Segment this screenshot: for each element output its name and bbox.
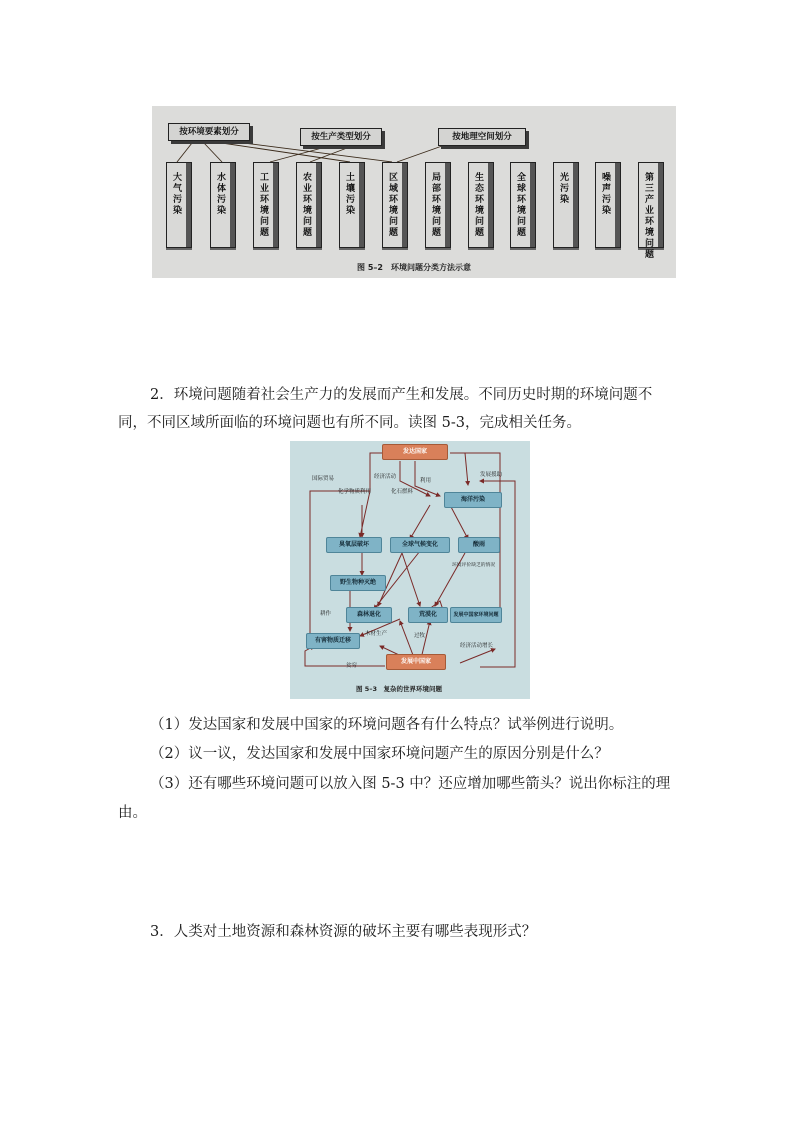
pillar-soil-pollution: 土壤污染 — [339, 162, 365, 248]
label-timber: 木材生产 — [365, 631, 388, 637]
figure-5-3 — [290, 441, 530, 699]
question-3-text: 3．人类对土地资源和森林资源的破坏主要有哪些表现形式？ — [150, 924, 537, 940]
node-forest-degradation: 森林退化 — [346, 607, 392, 623]
header-by-production: 按生产类型划分 — [300, 128, 382, 146]
figure-caption: 图 5–2 环境问题分类方法示意 — [357, 263, 471, 272]
label-aid: 发展援助 — [480, 472, 503, 478]
sub-question-2: （2）议一议，发达国家和发展中国家环境问题产生的原因分别是什么？ — [150, 746, 609, 762]
pillar-agricultural: 农业环境问题 — [296, 162, 322, 248]
header-by-geography: 按地理空间划分 — [438, 128, 526, 146]
pillar-noise-pollution: 噪声污染 — [595, 162, 621, 248]
node-species-extinction: 野生物种灭绝 — [330, 575, 386, 591]
node-developing-env-issues: 发展中国家环境问题 — [450, 607, 502, 623]
label-chemical-use: 化学物质利用 — [338, 489, 372, 495]
node-climate-change: 全球气候变化 — [390, 537, 450, 553]
label-fossil-fuel: 化石燃料 — [391, 489, 414, 495]
pillar-global: 全球环境问题 — [510, 162, 536, 248]
node-acid-rain: 酸雨 — [458, 537, 500, 553]
node-marine-pollution: 海洋污染 — [444, 492, 502, 508]
label-economic-growth: 经济活动增长 — [460, 643, 494, 649]
pillar-tertiary: 第三产业环境问题 — [638, 162, 664, 248]
node-developed-countries: 发达国家 — [382, 444, 448, 460]
pillar-industrial: 工业环境问题 — [253, 162, 279, 248]
label-poverty: 贫穷 — [346, 663, 358, 669]
label-env-evaluation: 环境评价缺乏的情况 — [452, 563, 496, 568]
node-developing-countries: 发展中国家 — [386, 654, 446, 670]
label-economic: 经济活动 — [374, 474, 397, 480]
figure-5-2 — [152, 106, 676, 278]
sub-question-3: （3）还有哪些环境问题可以放入图 5-3 中？还应增加哪些箭头？说出你标注的理由。 — [118, 776, 671, 821]
pillar-water-pollution: 水体污染 — [210, 162, 236, 248]
sub-question-1: （1）发达国家和发展中国家的环境问题各有什么特点？试举例进行说明。 — [150, 717, 624, 733]
node-ozone-depletion: 臭氧层破坏 — [326, 537, 382, 553]
label-trade: 国际贸易 — [312, 476, 335, 482]
label-farming: 耕作 — [320, 611, 332, 617]
pillar-regional: 区域环境问题 — [382, 162, 408, 248]
node-hazardous-migration: 有害物质迁移 — [306, 633, 360, 649]
pillar-air-pollution: 大气污染 — [166, 162, 192, 248]
pillar-local: 局部环境问题 — [425, 162, 451, 248]
question-2-text: 2．环境问题随着社会生产力的发展而产生和发展。不同历史时期的环境问题不同，不同区域所面临的环境问题也有所不同。读图 5-3，完成相关任务。 — [118, 387, 653, 431]
node-desertification: 荒漠化 — [408, 607, 448, 623]
label-overgrazing: 过牧 — [414, 633, 426, 639]
figure-caption: 图 5–3 复杂的世界环境问题 — [356, 685, 443, 693]
header-by-element: 按环境要素划分 — [168, 123, 250, 141]
pillar-ecological: 生态环境问题 — [468, 162, 494, 248]
pillar-light-pollution: 光污染 — [553, 162, 579, 248]
label-use: 利用 — [420, 478, 432, 484]
